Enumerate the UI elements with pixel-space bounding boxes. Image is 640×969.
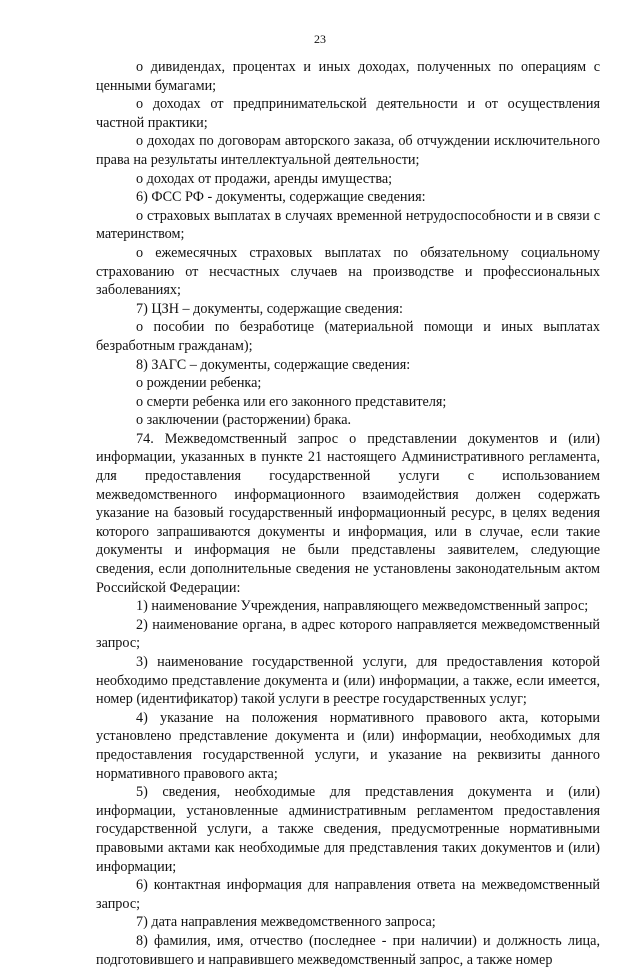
paragraph: 1) наименование Учреждения, направляющего межведомственный запрос; [136, 598, 589, 615]
paragraph: 7) ЦЗН – документы, содержащие сведения: [136, 300, 403, 317]
paragraph: о смерти ребенка или его законного представителя; [136, 393, 447, 410]
paragraph: 74. Межведомственный запрос о представлении документов и (или) информации, указанных в пункте 21 настоящего Административного регламента, для предоставления государственной услуги с использованием межведомственного информационного взаимодействия должен содержать указание на базовый государственный информационный ресурс, в целях ведения которого запрашиваются документы и информация, или в случае, если такие документы и информация не были представлены заявителем, следующие сведения, если дополнительные сведения не установлены законодательным актом Российской Федерации: [96, 430, 600, 596]
paragraph: 3) наименование государственной услуги, для предоставления которой необходимо представление документа и (или) информации, а также, если имеется, номер (идентификатор) такой услуги в реестре государственных услуг; [96, 654, 600, 708]
paragraph: 8) ЗАГС – документы, содержащие сведения: [136, 356, 411, 373]
paragraph: о заключении (расторжении) брака. [136, 412, 352, 429]
paragraph: о рождении ребенка; [136, 375, 262, 392]
paragraph: 4) указание на положения нормативного правового акта, которыми установлено представление документа и (или) информации, необходимых для предоставления государственной услуги, и указание на реквизиты данного нормативного правового акта; [96, 709, 600, 782]
paragraph: 2) наименование органа, в адрес которого направляется межведомственный запрос; [96, 616, 600, 652]
paragraph: о доходах от предпринимательской деятельности и от осуществления частной практики; [96, 96, 600, 131]
paragraph: о страховых выплатах в случаях временной нетрудоспособности и в связи с материнством; [96, 207, 600, 243]
page-number: 23 [314, 32, 326, 46]
paragraph: 5) сведения, необходимые для представления документа и (или) информации, установленные административным регламентом предоставления государственной услуги, а также сведения, предусмотренные нормативными правовыми актами как необходимые для представления таких документов и (или) информации; [96, 784, 600, 875]
paragraph: о ежемесячных страховых выплатах по обязательному социальному страхованию от несчастных случаев на производстве и профессиональных заболеваниях; [96, 244, 600, 299]
document-body [96, 58, 600, 969]
paragraph: о дивидендах, процентах и иных доходах, полученных по операциям с ценными бумагами; [96, 59, 600, 94]
paragraph: 8) фамилия, имя, отчество (последнее - при наличии) и должность лица, подготовившего и направившего межведомственный запрос, а также номер [96, 932, 600, 968]
paragraph: о доходах по договорам авторского заказа, об отчуждении исключительного права на результаты интеллектуальной деятельности; [96, 133, 600, 168]
paragraph: 6) контактная информация для направления ответа на межведомственный запрос; [96, 877, 600, 912]
paragraph: о доходах от продажи, аренды имущества; [136, 170, 393, 187]
paragraph: 6) ФСС РФ - документы, содержащие сведения: [136, 189, 426, 206]
paragraph: 7) дата направления межведомственного запроса; [136, 914, 436, 931]
paragraph: о пособии по безработице (материальной помощи и иных выплатах безработным гражданам); [96, 319, 600, 354]
